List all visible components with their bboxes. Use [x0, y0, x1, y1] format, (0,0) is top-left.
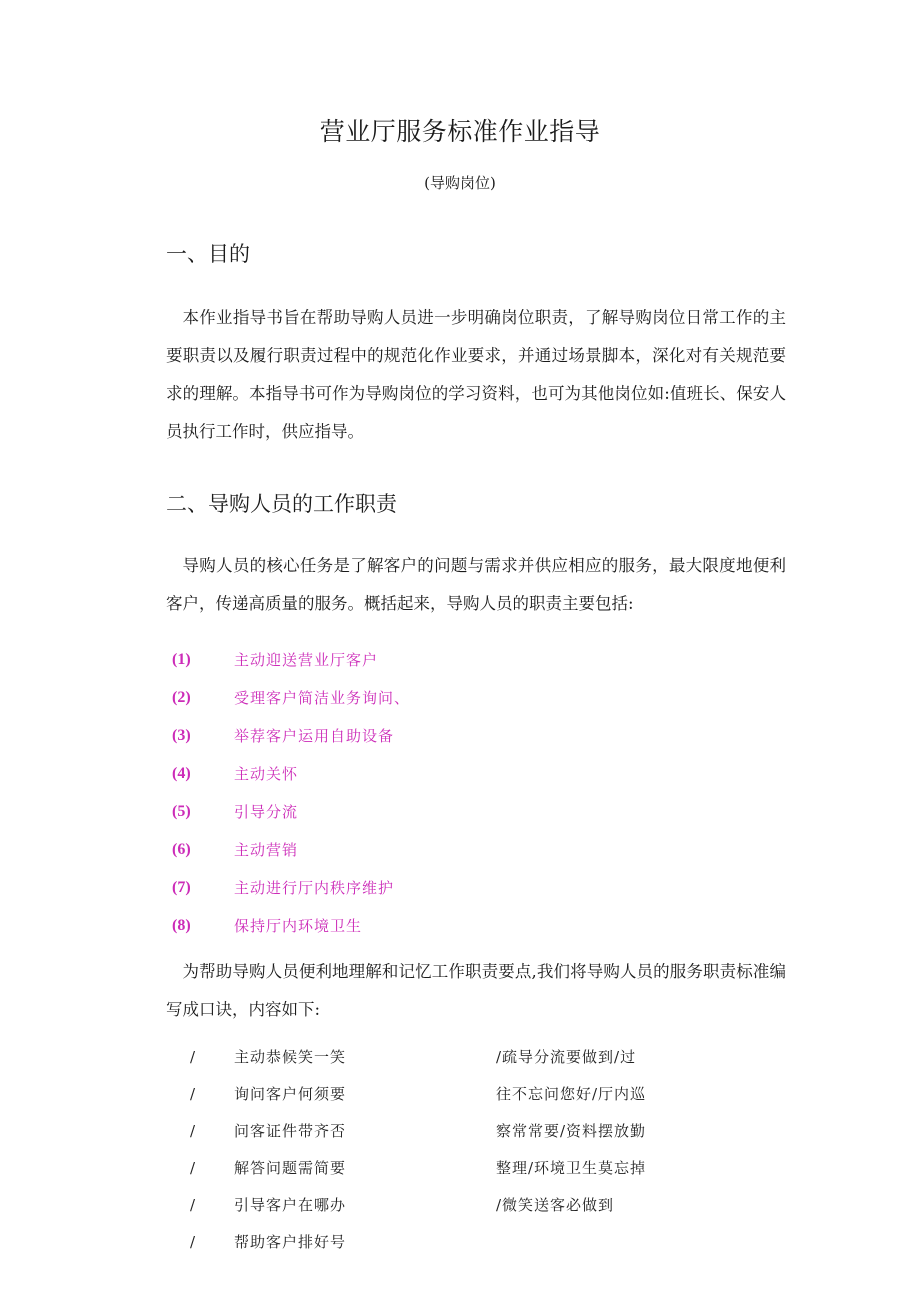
mnemonic-slash: /	[190, 1232, 197, 1251]
list-item-number: (8)	[172, 917, 191, 934]
mnemonic-slash: /	[190, 1047, 197, 1066]
mnemonic-left: 问客证件带齐否	[234, 1122, 347, 1140]
mnemonic-list	[190, 1038, 750, 1260]
list-item-text: 引导分流	[234, 803, 299, 821]
mnemonic-right: /微笑送客必做到	[496, 1196, 615, 1214]
list-item-number: (5)	[172, 803, 191, 820]
section-1-heading: 一、目的	[166, 242, 250, 266]
mnemonic-left: 引导客户在哪办	[234, 1196, 347, 1214]
section-1-paragraph: 本作业指导书旨在帮助导购人员进一步明确岗位职责，了解导购岗位日常工作的主要职责以及履行职责过程中的规范化作业要求，并通过场景脚本，深化对有关规范要求的理解。本指导书可作为导购岗位的学习资料，也可为其他岗位如:值班长、保安人员执行工作时，供应指导。	[166, 308, 786, 441]
mnemonic-left: 解答问题需简要	[234, 1159, 347, 1177]
list-item-number: (6)	[172, 841, 191, 858]
duty-list	[172, 641, 410, 945]
mnemonic-row	[190, 1149, 750, 1186]
mnemonic-slash: /	[190, 1158, 197, 1177]
mnemonic-row	[190, 1112, 750, 1149]
mnemonic-intro: 为帮助导购人员便利地理解和记忆工作职责要点,我们将导购人员的服务职责标准编写成口诀，内容如下:	[166, 962, 786, 1019]
list-item-text: 主动关怀	[234, 765, 299, 783]
list-item-text: 受理客户简洁业务询问、	[234, 689, 411, 707]
mnemonic-row	[190, 1075, 750, 1112]
list-item-text: 举荐客户运用自助设备	[234, 727, 395, 745]
mnemonic-row	[190, 1223, 750, 1260]
list-item-number: (3)	[172, 727, 191, 744]
mnemonic-right: 察常常要/资料摆放勤	[496, 1122, 647, 1140]
mnemonic-right: 整理/环境卫生莫忘掉	[496, 1159, 647, 1177]
list-item	[172, 869, 410, 907]
mnemonic-slash: /	[190, 1121, 197, 1140]
section-2-intro: 导购人员的核心任务是了解客户的问题与需求并供应相应的服务，最大限度地便利客户，传递高质量的服务。概括起来，导购人员的职责主要包括:	[166, 556, 786, 613]
document-subtitle: (导购岗位)	[424, 174, 496, 192]
mnemonic-slash: /	[190, 1195, 197, 1214]
mnemonic-row	[190, 1038, 750, 1075]
mnemonic-left: 主动恭候笑一笑	[234, 1048, 347, 1066]
list-item-number: (4)	[172, 765, 191, 782]
list-item	[172, 641, 410, 679]
list-item-number: (7)	[172, 879, 191, 896]
list-item-number: (1)	[172, 651, 191, 668]
mnemonic-left: 询问客户何须要	[234, 1085, 347, 1103]
list-item	[172, 755, 410, 793]
list-item	[172, 831, 410, 869]
list-item	[172, 907, 410, 945]
mnemonic-right: /疏导分流要做到/过	[496, 1048, 637, 1066]
list-item-text: 主动迎送营业厅客户	[234, 651, 379, 669]
document-title: 营业厅服务标准作业指导	[319, 117, 601, 146]
list-item	[172, 793, 410, 831]
mnemonic-row	[190, 1186, 750, 1223]
list-item	[172, 679, 410, 717]
mnemonic-right: 往不忘问您好/厅内巡	[496, 1085, 647, 1103]
section-2-heading: 二、导购人员的工作职责	[166, 492, 397, 516]
list-item-text: 主动进行厅内秩序维护	[234, 879, 395, 897]
list-item-text: 主动营销	[234, 841, 299, 859]
list-item	[172, 717, 410, 755]
list-item-number: (2)	[172, 689, 191, 706]
list-item-text: 保持厅内环境卫生	[234, 917, 363, 935]
mnemonic-left: 帮助客户排好号	[234, 1233, 347, 1251]
mnemonic-slash: /	[190, 1084, 197, 1103]
